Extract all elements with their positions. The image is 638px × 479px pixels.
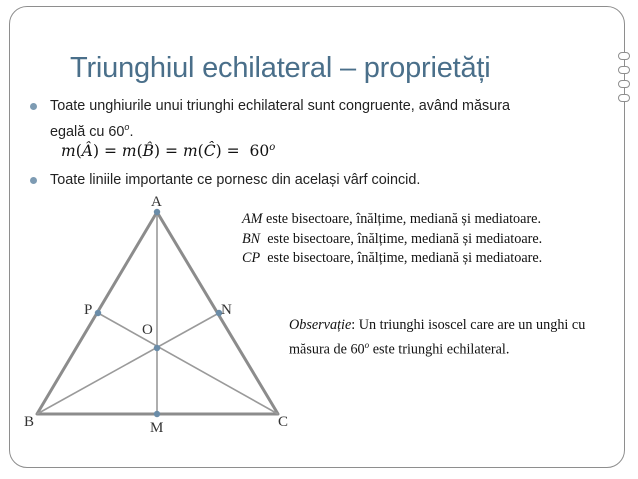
bullet-line-2-end: . <box>129 123 134 140</box>
formula-eq-2: = <box>165 142 179 161</box>
formula-m-1: m <box>61 142 76 161</box>
observation-label: Observație <box>289 317 352 333</box>
segment-name: AM <box>242 211 263 227</box>
observation-text-end: este triunghi echilateral. <box>369 341 510 358</box>
formula-m-3: m <box>182 142 198 161</box>
formula-angle-b: B̂ <box>142 142 155 161</box>
formula-degree: o <box>269 142 276 153</box>
bullet-text: Toate liniile importante ce pornesc din același vârf coincid. <box>50 172 421 188</box>
slide-title: Triunghiul echilateral – proprietăți <box>70 52 491 84</box>
observation-degree: o <box>364 339 370 350</box>
formula-eq-3: = <box>226 142 240 161</box>
segment-name: BN <box>242 230 261 247</box>
bullet-line-2: egală cu 60 <box>50 123 125 140</box>
property-text: este bisectoare, înălțime, mediană și mediatoare. <box>260 250 543 266</box>
label-o: O <box>142 322 153 338</box>
formula-angle-a: Â <box>81 142 93 161</box>
property-cp <box>242 249 542 269</box>
property-text: este bisectoare, înălțime, mediană și mediatoare. <box>262 211 542 227</box>
property-am <box>242 210 542 230</box>
segment-bn <box>37 313 219 414</box>
segment-cp <box>98 313 278 414</box>
formula-m-2: m <box>121 142 137 161</box>
label-c: C <box>278 414 289 430</box>
property-text: este bisectoare, înălțime, mediană și mediatoare. <box>260 230 543 247</box>
properties-list <box>242 210 542 269</box>
observation-note <box>289 316 589 360</box>
label-n: N <box>221 302 232 318</box>
point-m <box>154 411 160 417</box>
point-o <box>154 345 160 351</box>
point-p <box>95 310 101 316</box>
label-b: B <box>24 414 35 430</box>
label-p: P <box>84 302 93 318</box>
label-a: A <box>151 194 162 210</box>
bullet-line-1: Toate unghiurile unui triunghi echilateral sunt congruente, având măsura <box>50 98 510 114</box>
formula-angle-c: Ĉ <box>203 142 216 161</box>
formula-eq-1: = <box>103 142 117 161</box>
angle-formula: m(Â) = m(B̂) = m(Ĉ) = 60$^o$ <box>61 142 276 161</box>
formula-value: 60 <box>249 142 270 161</box>
segment-name: CP <box>242 250 261 266</box>
observation-text: : Un triunghi isoscel care are un unghi cu măsura de 60 <box>289 317 586 358</box>
property-bn <box>242 230 542 250</box>
label-m: M <box>150 420 164 436</box>
degree-sup: o <box>124 122 130 132</box>
